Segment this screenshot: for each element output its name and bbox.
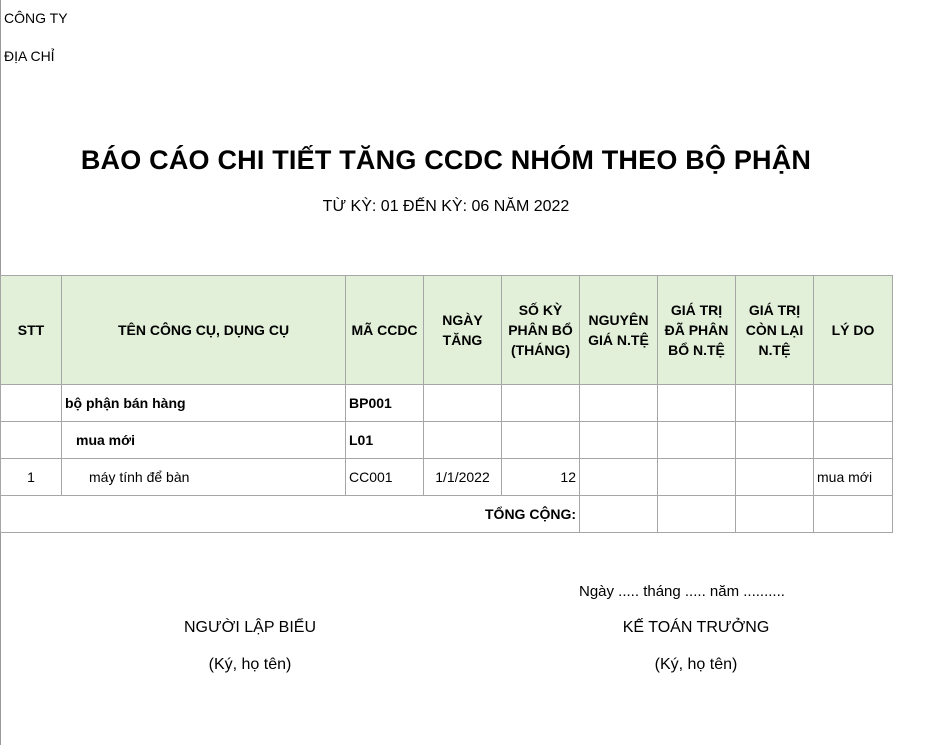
- table-row-group: [1, 422, 893, 459]
- cell-date[interactable]: [424, 422, 502, 459]
- preparer-title: NGƯỜI LẬP BIỂU: [183, 619, 316, 636]
- chief-accountant-sign-note: (Ký, họ tên): [654, 656, 738, 673]
- table-row-item: [1, 459, 893, 496]
- cell-allocated[interactable]: [658, 385, 736, 422]
- col-header-code: MÃ CCDC: [346, 276, 424, 385]
- col-header-periods: SỐ KỲ PHÂN BỔ (THÁNG): [502, 276, 580, 385]
- col-header-stt: STT: [1, 276, 62, 385]
- cell-total-remaining[interactable]: [736, 496, 814, 533]
- table-header-row: [1, 276, 893, 385]
- col-header-reason: LÝ DO: [814, 276, 893, 385]
- cell-allocated[interactable]: [658, 422, 736, 459]
- report-period: TỪ KỲ: 01 ĐẾN KỲ: 06 NĂM 2022: [322, 198, 570, 215]
- cell-total-reason[interactable]: [814, 496, 893, 533]
- cell-reason[interactable]: [814, 422, 893, 459]
- cell-stt[interactable]: [1, 422, 62, 459]
- cell-item-code[interactable]: CC001: [346, 459, 424, 496]
- col-header-remaining: GIÁ TRỊ CÒN LẠI N.TỆ: [736, 276, 814, 385]
- col-header-allocated: GIÁ TRỊ ĐÃ PHÂN BỔ N.TỆ: [658, 276, 736, 385]
- cell-stt[interactable]: [1, 385, 62, 422]
- cell-remaining[interactable]: [736, 385, 814, 422]
- col-header-name: TÊN CÔNG CỤ, DỤNG CỤ: [62, 276, 346, 385]
- preparer-sign-note: (Ký, họ tên): [208, 656, 292, 673]
- cell-cost[interactable]: [580, 422, 658, 459]
- cell-item-name[interactable]: máy tính để bàn: [62, 459, 346, 496]
- cell-item-periods[interactable]: 12: [502, 459, 580, 496]
- table-row-department: [1, 385, 893, 422]
- cell-reason[interactable]: [814, 385, 893, 422]
- cell-item-allocated[interactable]: [658, 459, 736, 496]
- cell-total-allocated[interactable]: [658, 496, 736, 533]
- cell-periods[interactable]: [502, 385, 580, 422]
- signature-date-line: Ngày ..... tháng ..... năm ..........: [579, 583, 785, 600]
- cell-cost[interactable]: [580, 385, 658, 422]
- cell-item-date[interactable]: 1/1/2022: [424, 459, 502, 496]
- cell-group-code[interactable]: L01: [346, 422, 424, 459]
- cell-item-stt[interactable]: 1: [1, 459, 62, 496]
- report-table: [0, 275, 893, 533]
- cell-item-cost[interactable]: [580, 459, 658, 496]
- cell-item-remaining[interactable]: [736, 459, 814, 496]
- company-label: CÔNG TY: [4, 10, 68, 26]
- cell-periods[interactable]: [502, 422, 580, 459]
- col-header-date: NGÀY TĂNG: [424, 276, 502, 385]
- cell-group-name[interactable]: mua mới: [62, 422, 346, 459]
- cell-total-cost[interactable]: [580, 496, 658, 533]
- cell-total-label[interactable]: TỔNG CỘNG:: [1, 496, 580, 533]
- report-title: BÁO CÁO CHI TIẾT TĂNG CCDC NHÓM THEO BỘ PHẬN: [80, 145, 812, 175]
- col-header-cost: NGUYÊN GIÁ N.TỆ: [580, 276, 658, 385]
- table-row-total: [1, 496, 893, 533]
- cell-item-reason[interactable]: mua mới: [814, 459, 893, 496]
- cell-remaining[interactable]: [736, 422, 814, 459]
- address-label: ĐỊA CHỈ: [4, 48, 55, 64]
- cell-date[interactable]: [424, 385, 502, 422]
- cell-department-name[interactable]: bộ phận bán hàng: [62, 385, 346, 422]
- cell-department-code[interactable]: BP001: [346, 385, 424, 422]
- chief-accountant-title: KẾ TOÁN TRƯỞNG: [622, 619, 770, 636]
